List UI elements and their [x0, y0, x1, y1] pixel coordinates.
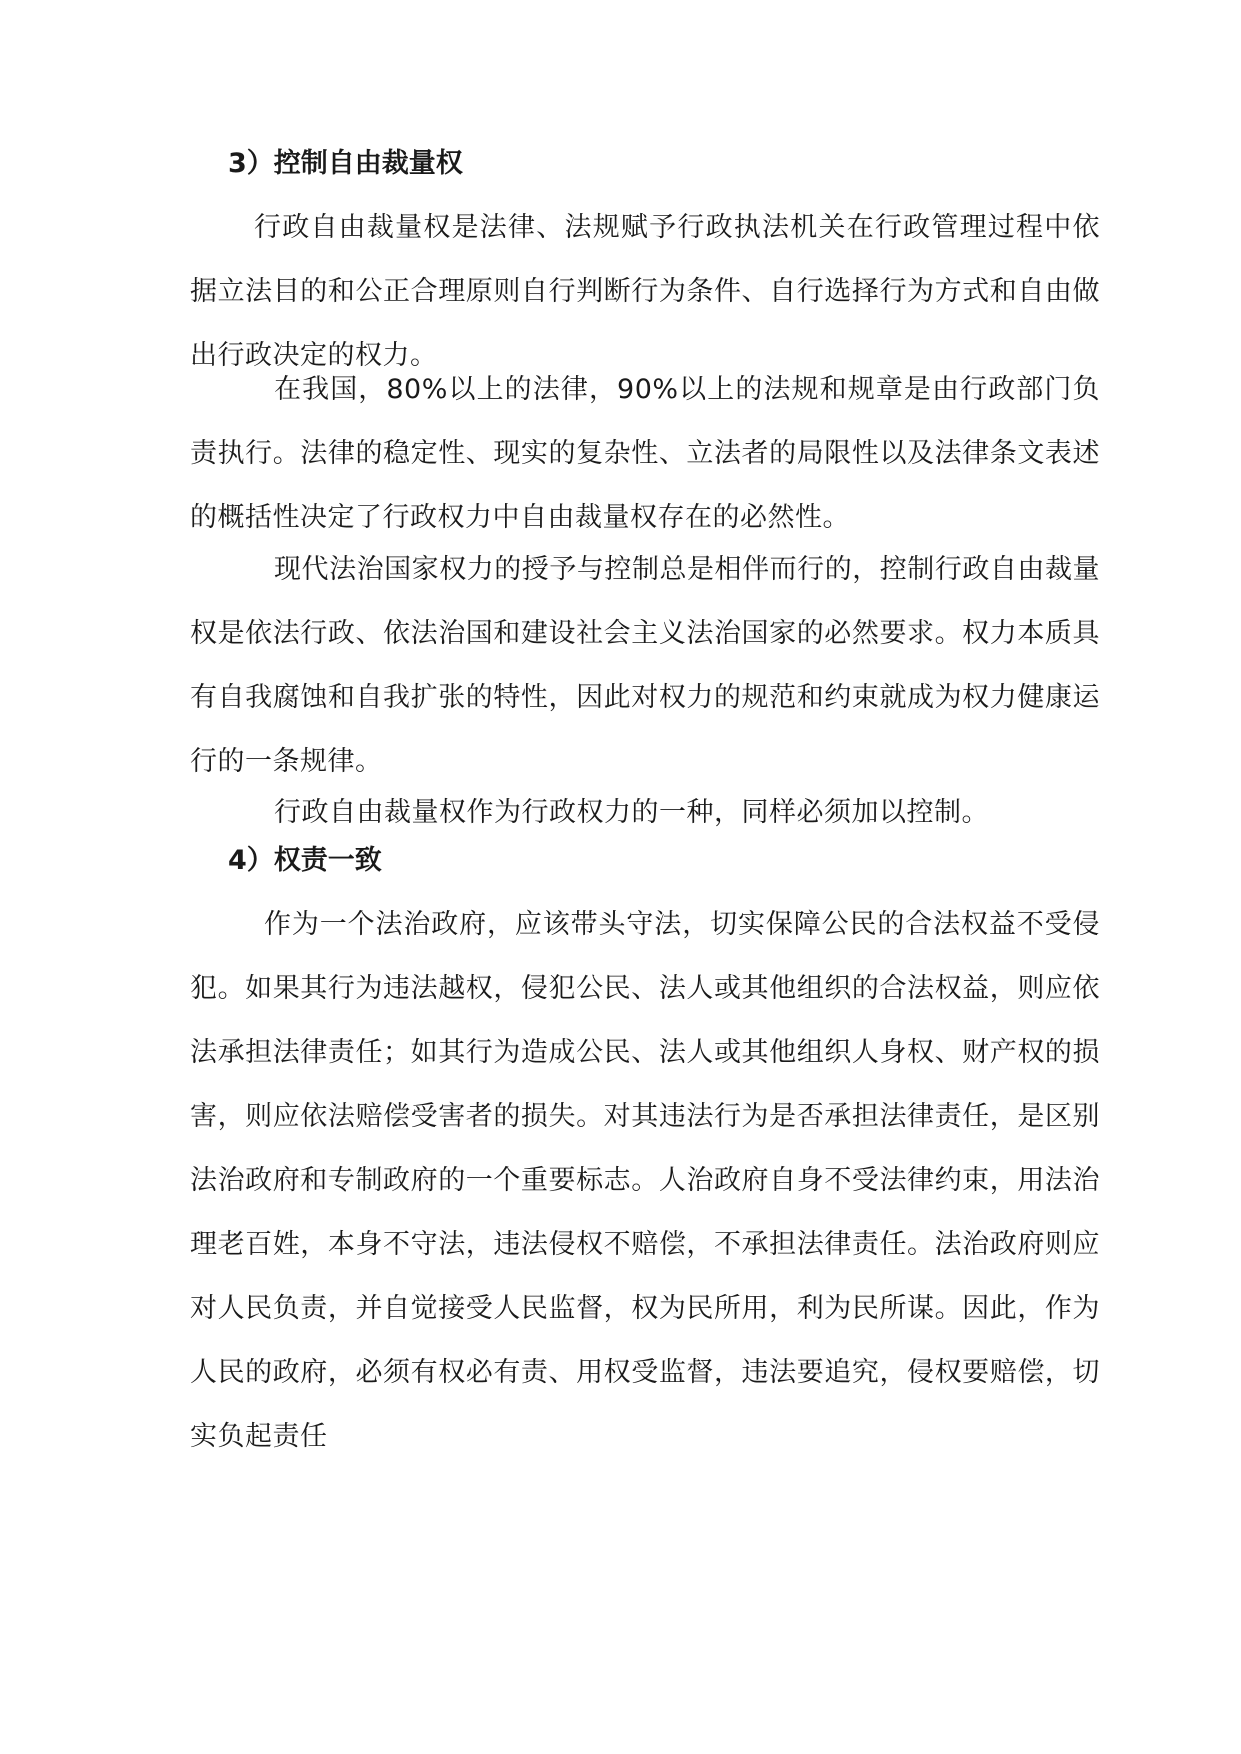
paragraph-accountability: 作为一个法治政府，应该带头守法，切实保障公民的合法权益不受侵犯。如果其行为违法越权，侵犯公民、法人或其他组织的合法权益，则应依法承担法律责任；如其行为造成公民、法人或其他组织人身权、财产权的损害，则应依法赔偿受害者的损失。对其违法行为是否承担法律责任，是区别法治政府和专制政府的一个重要标志。人治政府自身不受法律约束，用法治理老百姓，本身不守法，违法侵权不赔偿，不承担法律责任。法治政府则应对人民负责，并自觉接受人民监督，权为民所用，利为民所谋。因此，作为人民的政府，必须有权必有责、用权受监督，违法要追究，侵权要赔偿，切实负起责任 — [190, 909, 1100, 1452]
section-heading-accountability: 4）权责一致 — [228, 845, 382, 876]
paragraph-control-conclusion: 行政自由裁量权作为行政权力的一种，同样必须加以控制。 — [274, 797, 989, 828]
section-heading-discretion: 3）控制自由裁量权 — [228, 148, 463, 179]
paragraph-rule-of-law: 现代法治国家权力的授予与控制总是相伴而行的，控制行政自由裁量权是依法行政、依法治国和建设社会主义法治国家的必然要求。权力本质具有自我腐蚀和自我扩张的特性，因此对权力的规范和约束就成为权力健康运行的一条规律。 — [190, 554, 1100, 777]
paragraph-definition: 行政自由裁量权是法律、法规赋予行政执法机关在行政管理过程中依据立法目的和公正合理原则自行判断行为条件、自行选择行为方式和自由做出行政决定的权力。 — [190, 212, 1100, 371]
paragraph-statistics: 在我国，80%以上的法律，90%以上的法规和规章是由行政部门负责执行。法律的稳定性、现实的复杂性、立法者的局限性以及法律条文表述的概括性决定了行政权力中自由裁量权存在的必然性。 — [190, 374, 1100, 533]
